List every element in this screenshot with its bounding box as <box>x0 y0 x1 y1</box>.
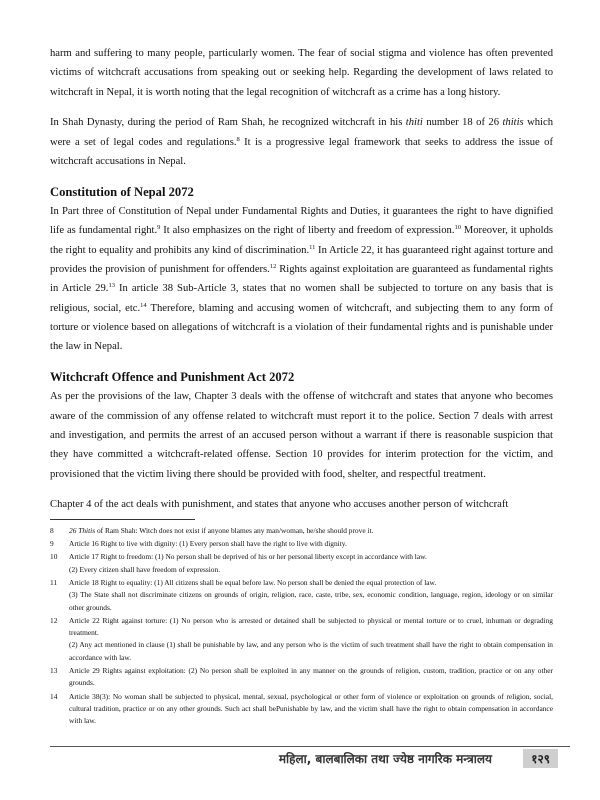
text-run: Therefore, blaming and accusing women of witchcraft, and subjecting them to any form of torture or violence based on allegations of witchcraft is a violation of their fundamental rights and is punishable under the law in Nepal. <box>50 302 553 353</box>
text-run: In Article 22, it has guaranteed right against torture and provides the provision of punishment for offenders. <box>50 244 553 276</box>
document-page <box>50 44 553 729</box>
footnote-line: Article 22 Right against torture: (1) No person who is arrested or detained shall be subjected to physical or mental torture or to cruel, inhuman or degrading treatment. <box>69 615 553 638</box>
footnote-9 <box>50 538 553 550</box>
footnote-ref[interactable]: 13 <box>108 282 115 290</box>
footnote-text: Article 16 Right to live with dignity: (1) Every person shall have the right to live with dignity. <box>69 539 347 549</box>
footnote-number: 10 <box>50 552 58 562</box>
footnote-number: 9 <box>50 539 54 549</box>
footnote-8 <box>50 525 553 537</box>
footnote-ref[interactable]: 12 <box>269 263 277 271</box>
intro-paragraph: harm and suffering to many people, particularly women. The fear of social stigma and violence has often prevented victims of witchcraft accusations from speaking out or seeking help. Regarding the development of laws related to witchcraft in Nepal, it is worth noting that the legal recognition of witchcraft as a crime has a long history. <box>50 48 553 98</box>
footnote-text <box>69 577 553 614</box>
footnote-line: (2) Any act mentioned in clause (1) shall be punishable by law, and any person who is the victim of such treatment shall have the right to obtain compensation in accordance with law. <box>69 640 553 662</box>
footnote-14 <box>50 691 553 728</box>
footnote-12 <box>50 615 553 664</box>
text-run: Moreover, it upholds the right to equality and prohibits any kind of discrimination. <box>50 225 553 256</box>
page-footer <box>50 746 570 769</box>
footnote-text <box>69 525 553 537</box>
text-run: In Part three of Constitution of Nepal under Fundamental Rights and Duties, it guarantees the right to have dignified life as fundamental right. <box>50 206 553 237</box>
italic-term: thitis <box>502 117 524 129</box>
footnote-line: (2) Every citizen shall have freedom of expression. <box>69 564 221 574</box>
shah-dynasty-paragraph <box>50 113 553 171</box>
text-run: of Ram Shah: Witch does not exist if anyone blames any man/woman, he/she should prove it. <box>95 525 374 535</box>
punishment-paragraph: Chapter 4 of the act deals with punishment, and states that anyone who accuses another person of witchcraft <box>50 499 509 511</box>
text-run: Rights against exploitation are guaranteed as fundamental rights in Article 29. <box>50 264 553 295</box>
footnote-text: Article 38(3): No woman shall be subjected to physical, mental, sexual, psychological or other form of violence or exploitation on grounds of religion, social, cultural tradition, practice or on any other grounds. Such act shall bePunishable by law, and the victim shall have the right to obtain compensation in accordance with law. <box>69 691 553 726</box>
footnote-ref[interactable]: 11 <box>309 243 316 251</box>
footnote-number: 14 <box>50 691 58 701</box>
text-run: number 18 of 26 <box>422 117 503 129</box>
footnote-text <box>69 551 553 576</box>
footnote-text: Article 29 Rights against exploitation: (2) No person shall be exploited in any manner on the grounds of religion, custom, tradition, practice or on any other grounds. <box>69 666 553 688</box>
footnote-11 <box>50 577 553 614</box>
italic-term: thiti <box>405 117 423 129</box>
footnote-line: Article 17 Right to freedom: (1) No person shall be deprived of his or her personal liberty except in accordance with law. <box>69 552 427 562</box>
text-run: It is a progressive legal framework that seeks to address the issue of witchcraft accusations in Nepal. <box>50 136 553 167</box>
page-number: १२९ <box>523 749 558 768</box>
text-run: In article 38 Sub-Article 3, states that no women shall be subjected to torture on any basis that is religious, social, etc. <box>50 283 554 314</box>
witchcraft-act-paragraph: As per the provisions of the law, Chapter 3 deals with the offense of witchcraft and states that anyone who becomes aware of the commission of any offense related to witchcraft must report it to the police. Section 7 deals with arrest and investigation, and permits the arrest of an accused person without a warrant if there is reasonable suspicion that they have committed a witchcraft-related offense. Section 10 provides for interim protection for the victim, and provisioned that the victim living there should be provided with food, shelter, and respectful treatment. <box>50 391 553 480</box>
italic-term: 26 Thitis <box>69 525 96 535</box>
footnote-10 <box>50 551 553 576</box>
footnote-ref[interactable]: 14 <box>140 301 147 309</box>
section-heading-witchcraft-act: Witchcraft Offence and Punishment Act 2072 <box>50 370 295 385</box>
footnote-ref[interactable]: 10 <box>454 224 461 232</box>
footnote-number: 13 <box>50 666 58 676</box>
constitution-paragraph <box>50 202 553 356</box>
footnote-13 <box>50 665 553 690</box>
section-heading-constitution: Constitution of Nepal 2072 <box>50 184 194 199</box>
text-run: which were a set of legal codes and regulations. <box>50 117 553 148</box>
footnote-line: (3) The State shall not discriminate citizens on grounds of origin, religion, race, caste, tribe, sex, economic condition, language, region, ideology or on similar other grounds. <box>69 590 553 612</box>
text-run: It also emphasizes on the right of liberty and freedom of expression. <box>160 225 455 237</box>
text-run: In Shah Dynasty, during the period of Ram Shah, he recognized witchcraft in his <box>50 117 406 129</box>
footnote-number: 11 <box>50 577 58 587</box>
ministry-name: महिला, बालबालिका तथा ज्येष्ठ नागरिक मन्त्रालय <box>278 752 492 766</box>
footnote-number: 12 <box>50 615 58 625</box>
footnote-divider <box>50 519 195 520</box>
footnote-line: Article 18 Right to equality: (1) All citizens shall be equal before law. No person shall be denied the equal protection of law. <box>69 577 437 587</box>
footnote-number: 8 <box>50 525 54 535</box>
footnote-ref[interactable]: 9 <box>157 224 161 232</box>
footnote-ref[interactable]: 8 <box>236 135 240 143</box>
footnote-text <box>69 615 553 664</box>
